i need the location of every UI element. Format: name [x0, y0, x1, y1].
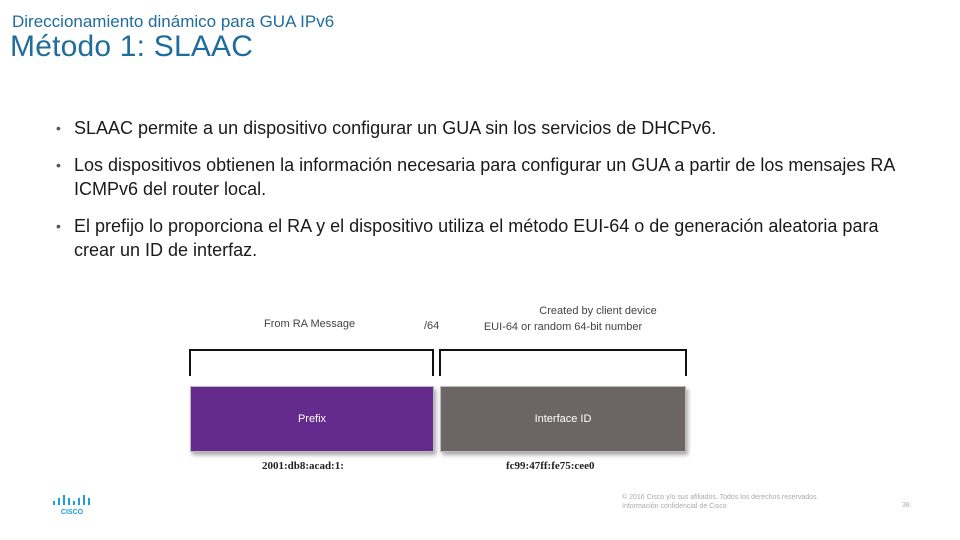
bullet-icon: •	[56, 218, 61, 234]
slide-title: Método 1: SLAAC	[10, 30, 254, 63]
eui64-label: EUI-64 or random 64-bit number	[483, 321, 643, 333]
bullet-item	[56, 153, 906, 201]
bullet-list	[56, 116, 906, 275]
cisco-logo-icon	[52, 494, 92, 516]
client-device-label: Created by client device	[539, 305, 657, 317]
cisco-logo	[52, 494, 92, 521]
prefix-box: Prefix	[190, 386, 434, 452]
bullet-icon: •	[56, 120, 61, 136]
cisco-logo-text: CISCO	[60, 509, 84, 516]
bullet-text: SLAAC permite a un dispositivo configurar un GUA sin los servicios de DHCPv6.	[74, 118, 717, 138]
interface-id-bracket	[440, 350, 686, 376]
confidential-line: Información confidencial de Cisco	[622, 503, 727, 510]
prefix-bracket	[190, 350, 433, 376]
address-diagram	[180, 296, 700, 476]
copyright-line: © 2016 Cisco y/o sus afiliados. Todos los derechos reservados.	[622, 494, 819, 501]
bullet-item	[56, 214, 906, 262]
page-number: 38	[902, 502, 910, 509]
bullet-item	[56, 116, 906, 140]
slide-subtitle: Direccionamiento dinámico para GUA IPv6	[12, 12, 335, 31]
bullet-text: El prefijo lo proporciona el RA y el dispositivo utiliza el método EUI-64 o de generación aleatoria para crear un ID de interfaz.	[74, 216, 879, 260]
bullet-icon: •	[56, 157, 61, 173]
brackets	[180, 296, 700, 386]
prefix-value: 2001:db8:acad:1:	[262, 460, 344, 472]
interface-id-box: Interface ID	[440, 386, 686, 452]
bullet-text: Los dispositivos obtienen la información necesaria para configurar un GUA a partir de los mensajes RA ICMPv6 del router local.	[74, 155, 895, 199]
prefix-length-label: /64	[424, 320, 440, 332]
from-ra-label: From RA Message	[264, 318, 356, 330]
copyright	[622, 493, 818, 511]
interface-id-value: fc99:47ff:fe75:cee0	[506, 460, 595, 472]
